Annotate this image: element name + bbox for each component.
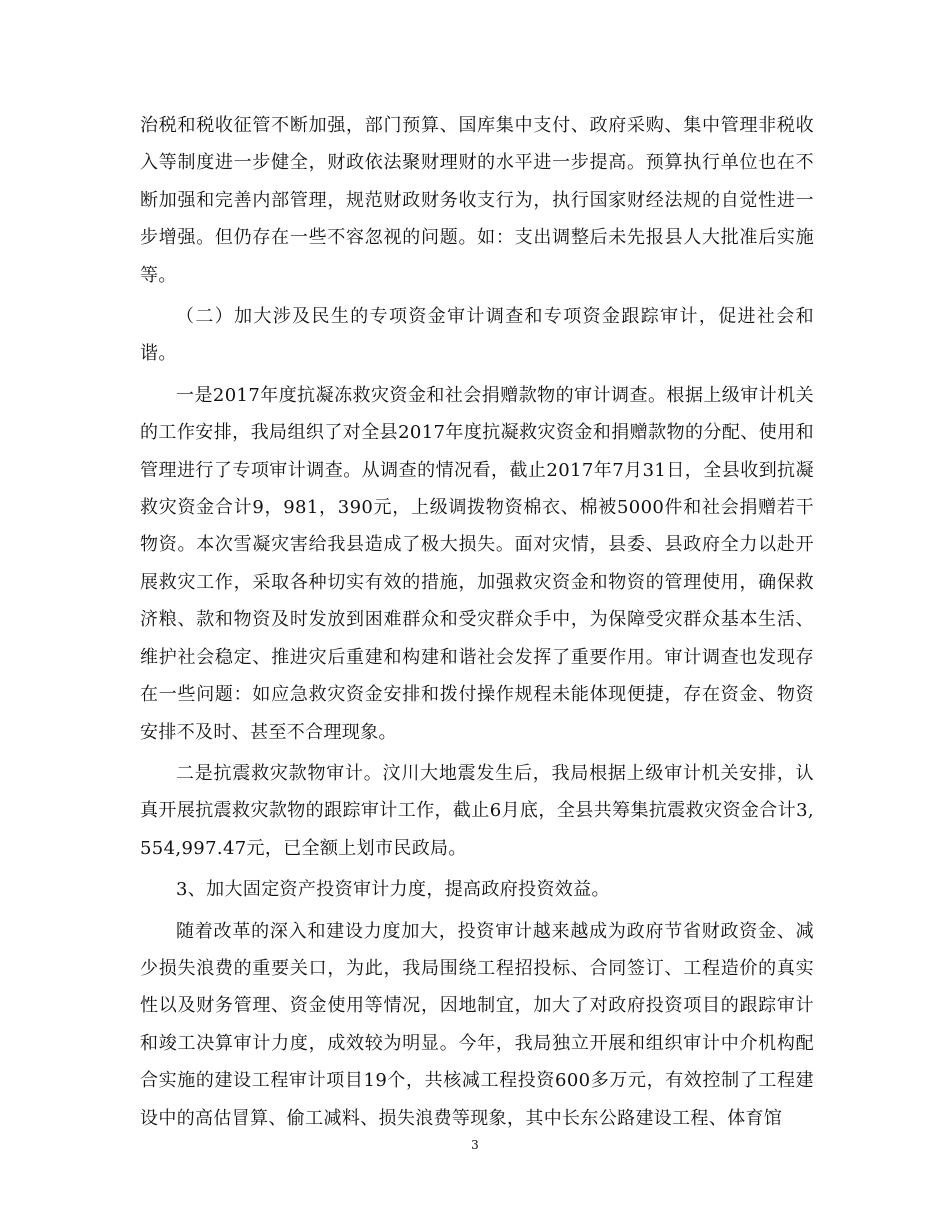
paragraph-disaster-relief-audit: 一是2017年度抗凝冻救灾资金和社会捐赠款物的审计调查。根据上级审计机关的工作安排，我局组织了对全县2017年度抗凝救灾资金和捐赠款物的分配、使用和管理进行了专项审计调查。从调查的情况看，截止2017年7月31日，全县收到抗凝救灾资金合计9，981，390元，上级调拨物资棉衣、棉被5000件和社会捐赠若干物资。本次雪凝灾害给我县造成了极大损失。面对灾情，县委、县政府全力以赴开展救灾工作，采取各种切实有效的措施，加强救灾资金和物资的管理使用，确保救济粮、款和物资及时发放到困难群众和受灾群众手中，为保障受灾群众基本生活、维护社会稳定、推进灾后重建和构建和谐社会发挥了重要作用。审计调查也发现存在一些问题：如应急救灾资金安排和拨付操作规程未能体现便捷，存在资金、物资安排不及时、甚至不合理现象。 — [140, 384, 814, 743]
paragraph-earthquake-relief-audit: 二是抗震救灾款物审计。汶川大地震发生后，我局根据上级审计机关安排，认真开展抗震救灾款物的跟踪审计工作，截止6月底，全县共筹集抗震救灾资金合计3,554,997.47元，已全额上划市民政局。 — [140, 762, 814, 859]
document-body — [140, 107, 814, 1141]
page-number: 3 — [471, 1138, 479, 1152]
paragraph-fixed-asset-investment-heading: 3、加大固定资产投资审计力度，提高政府投资效益。 — [176, 879, 610, 901]
paragraph-livelihood-funds-heading: （二）加大涉及民生的专项资金审计调查和专项资金跟踪审计，促进社会和谐。 — [140, 306, 814, 365]
paragraph-tax-administration: 治税和税收征管不断加强，部门预算、国库集中支付、政府采购、集中管理非税收入等制度进一步健全，财政依法聚财理财的水平进一步提高。预算执行单位也在不断加强和完善内部管理，规范财政财务收支行为，执行国家财经法规的自觉性进一步增强。但仍存在一些不容忽视的问题。如：支出调整后未先报县人大批准后实施等。 — [140, 115, 814, 286]
paragraph-investment-audit: 随着改革的深入和建设力度加大，投资审计越来越成为政府节省财政资金、减少损失浪费的重要关口，为此，我局围绕工程招投标、合同签订、工程造价的真实性以及财务管理、资金使用等情况，因地制宜，加大了对政府投资项目的跟踪审计和竣工决算审计力度，成效较为明显。今年，我局独立开展和组织审计中介机构配合实施的建设工程审计项目19个，共核减工程投资600多万元，有效控制了工程建设中的高估冒算、偷工减料、损失浪费等现象，其中长东公路建设工程、体育馆 — [140, 920, 814, 1129]
